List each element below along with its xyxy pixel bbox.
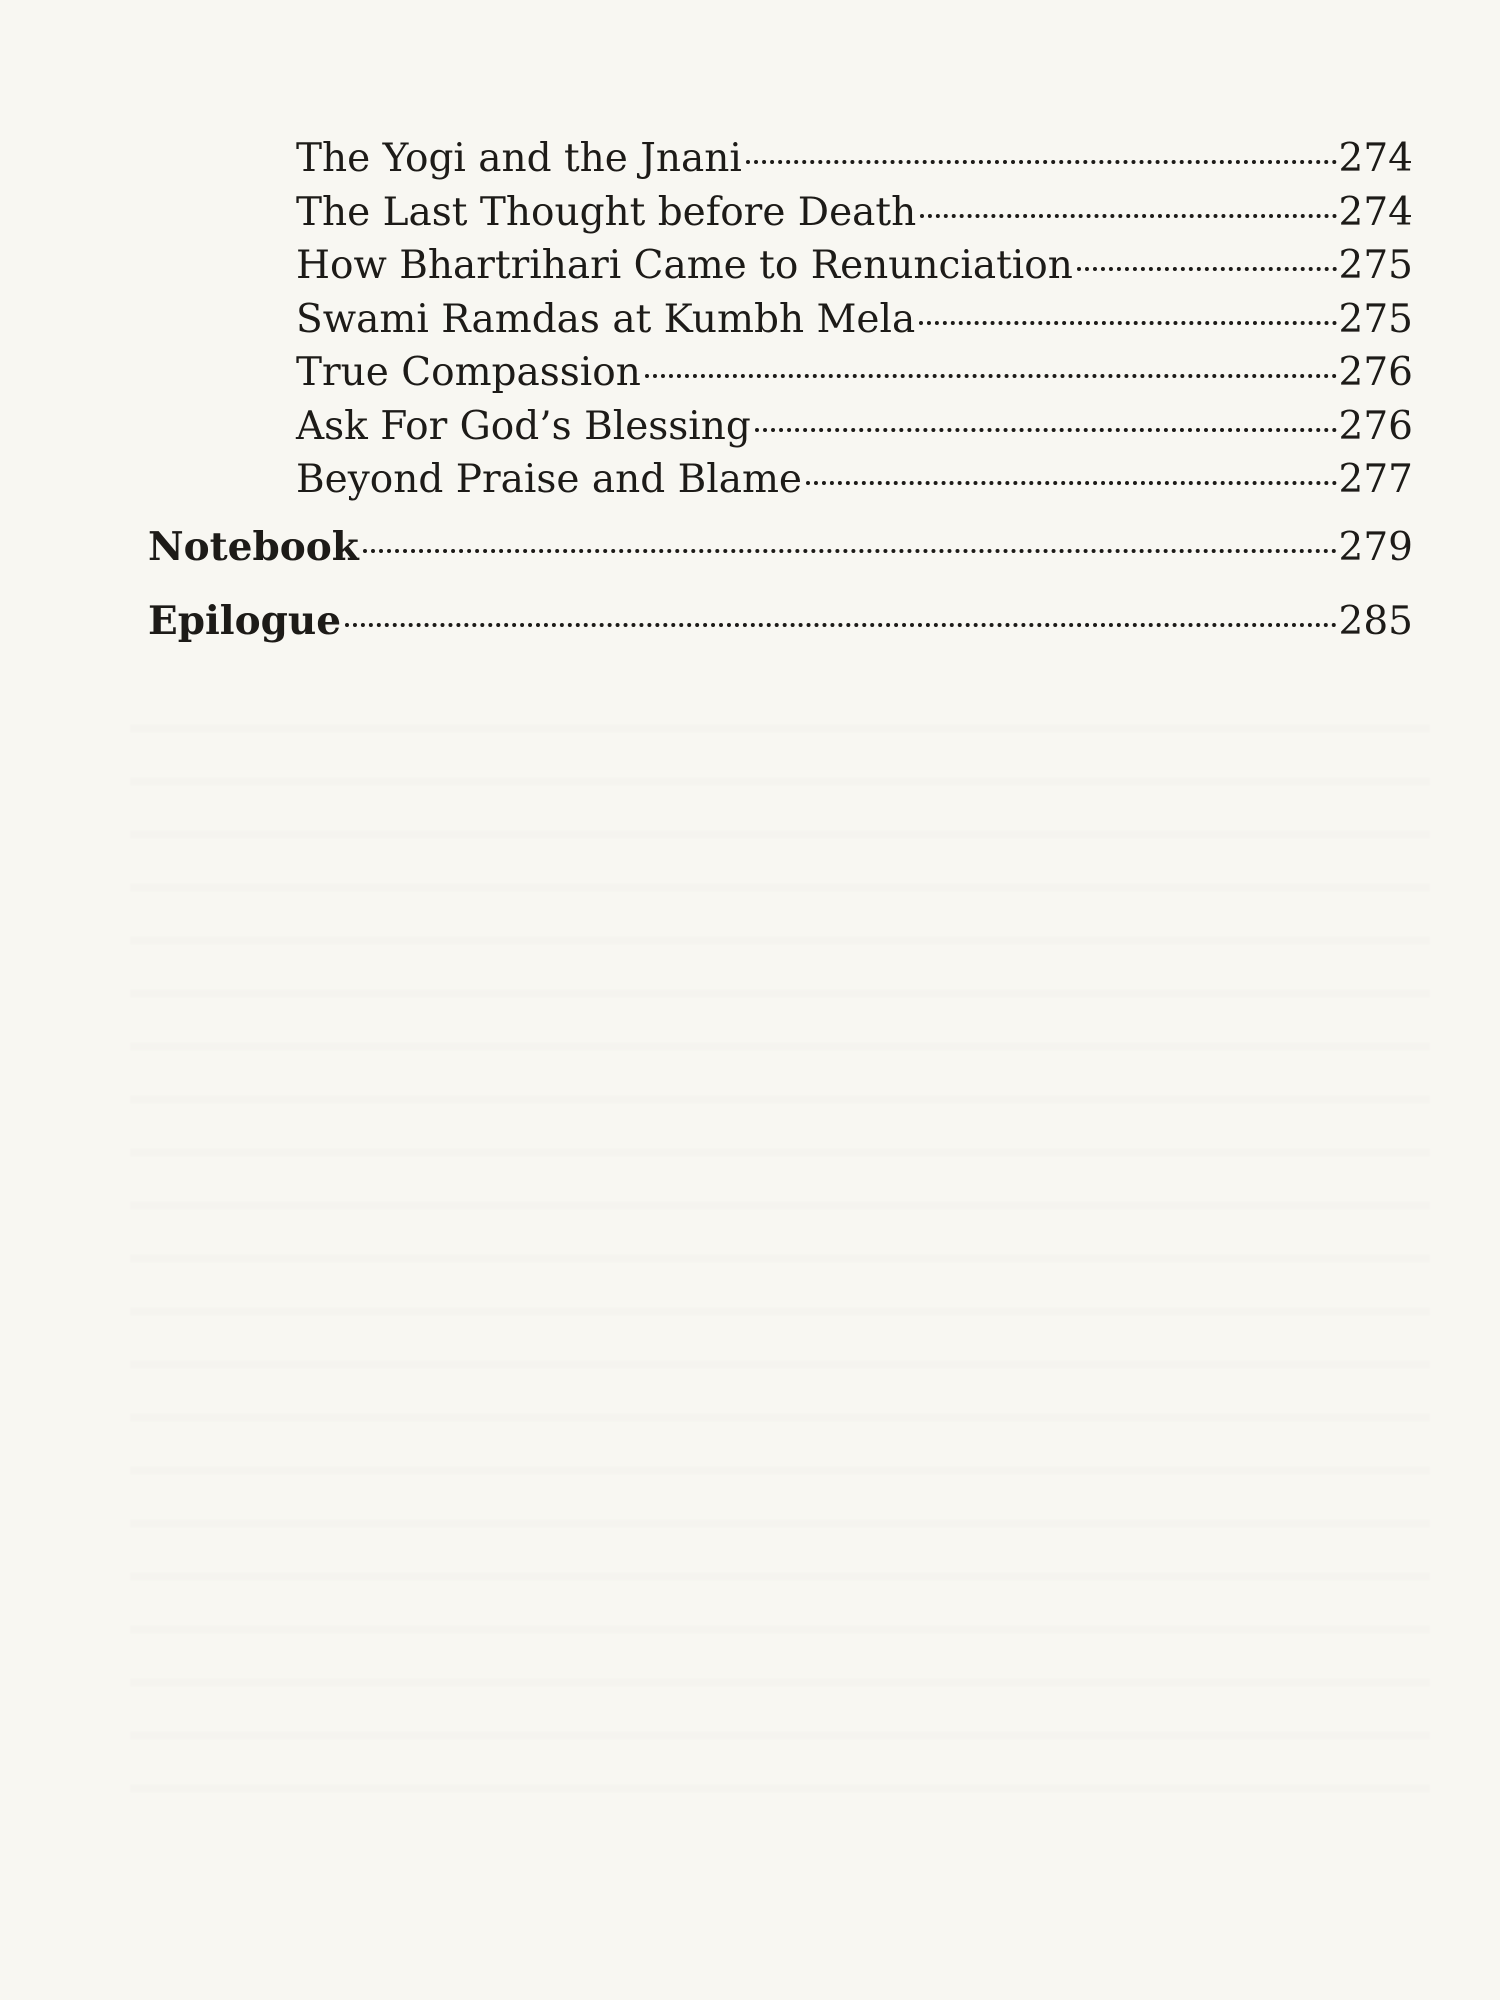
table-of-contents: [148, 128, 1413, 665]
toc-main-entry-title: Epilogue: [148, 597, 342, 644]
dot-leader: [919, 281, 1336, 324]
toc-entry-page: 275: [1338, 296, 1413, 342]
toc-main-entry-page: 285: [1338, 598, 1413, 644]
toc-entry-page: 274: [1338, 189, 1413, 235]
toc-entry-title: The Yogi and the Jnani: [296, 136, 742, 181]
toc-entry-title: Beyond Praise and Blame: [296, 457, 803, 502]
dot-leader: [1077, 228, 1337, 271]
toc-entry-title: True Compassion: [296, 350, 641, 395]
dot-leader: [755, 388, 1337, 431]
dot-leader: [746, 121, 1337, 164]
toc-entry: [148, 396, 1413, 450]
dot-leader: [920, 174, 1336, 217]
toc-entry-page: 275: [1338, 243, 1413, 288]
toc-entry-page: 276: [1338, 403, 1413, 449]
toc-main-entry-page: 279: [1338, 524, 1413, 570]
toc-main-entry-title: Notebook: [148, 523, 359, 570]
toc-entry-page: 277: [1338, 457, 1413, 502]
dot-leader: [363, 509, 1337, 552]
page-show-through: [130, 680, 1430, 1830]
toc-entry: [148, 235, 1413, 289]
toc-entry: [148, 342, 1413, 396]
dot-leader: [345, 583, 1336, 626]
toc-entry-title: Ask For God’s Blessing: [296, 403, 751, 449]
toc-entry-title: Swami Ramdas at Kumbh Mela: [296, 296, 916, 342]
toc-entry-page: 276: [1338, 350, 1413, 395]
dot-leader: [645, 335, 1337, 378]
toc-entry-title: The Last Thought before Death: [296, 189, 917, 235]
toc-entry-title: How Bhartrihari Came to Renunciation: [296, 243, 1073, 288]
toc-main-entry: [148, 517, 1413, 591]
toc-entry: [148, 449, 1413, 503]
toc-entry: [148, 289, 1413, 343]
dot-leader: [806, 442, 1337, 485]
toc-entry: [148, 128, 1413, 182]
toc-main-entry: [148, 591, 1413, 665]
toc-entry-page: 274: [1338, 136, 1413, 181]
toc-entry: [148, 182, 1413, 236]
